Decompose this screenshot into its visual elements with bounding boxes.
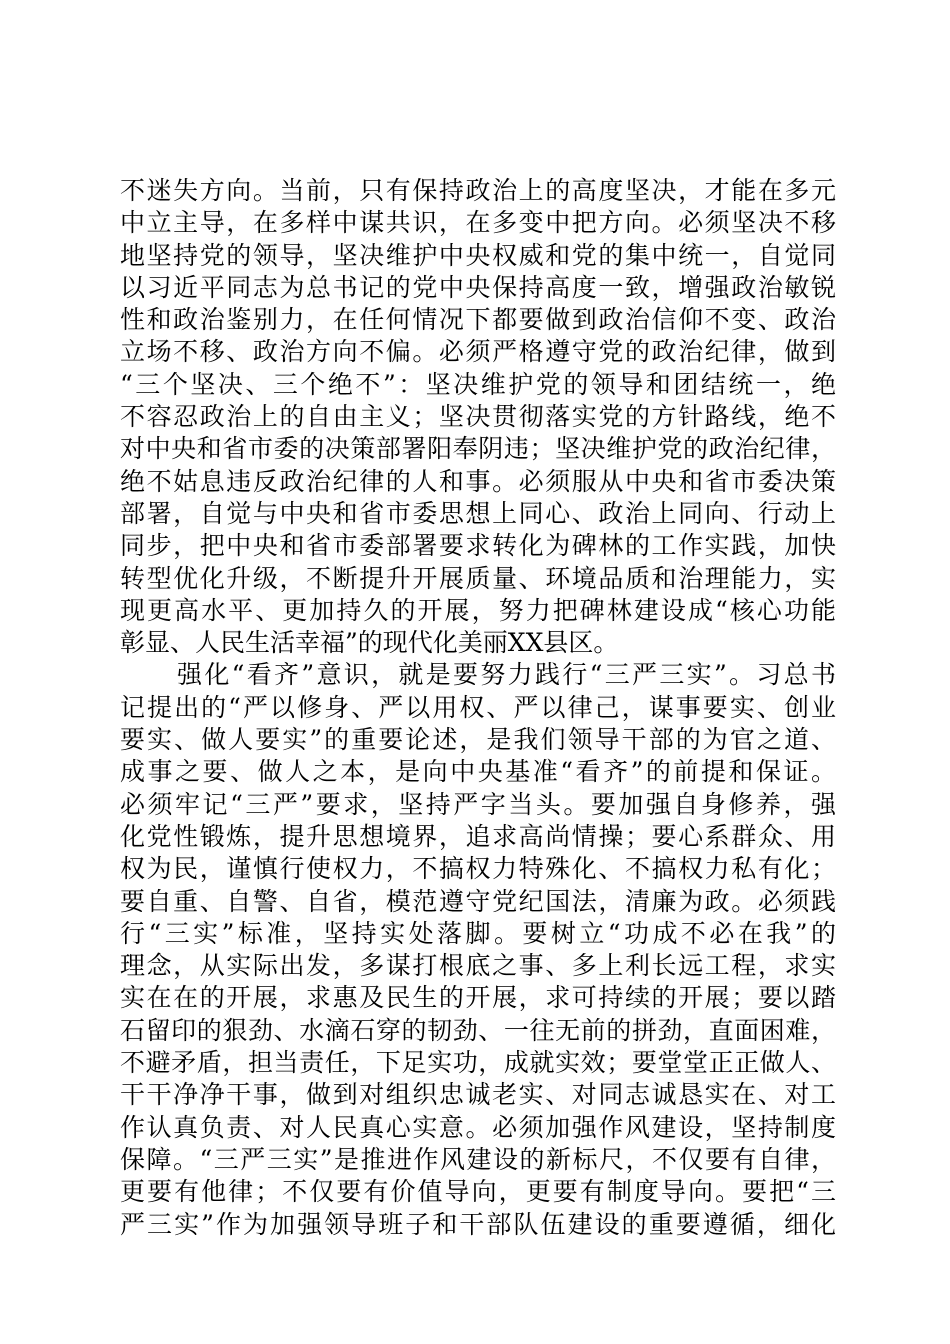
text-line: 石留印的狠劲、水滴石穿的韧劲、一往无前的拼劲，直面困难， [120, 1015, 836, 1045]
text-line: 彰显、人民生活幸福”的现代化美丽XX县区。 [120, 628, 619, 658]
text-line: 干干净净干事，做到对组织忠诚老实、对同志诚恳实在、对工 [120, 1080, 836, 1110]
text-line: 行“三实”标准，坚持实处落脚。要树立“功成不必在我”的 [120, 918, 836, 948]
text-line: 转型优化升级，不断提升开展质量、环境品质和治理能力，实 [120, 563, 836, 593]
text-line: 严三实”作为加强领导班子和干部队伍建设的重要遵循，细化 [120, 1209, 836, 1239]
text-line: “三个坚决、三个绝不”：坚决维护党的领导和团结统一，绝 [120, 369, 836, 399]
text-line: 理念，从实际出发，多谋打根底之事、多上利长远工程，求实 [120, 951, 836, 981]
text-line: 化党性锻炼，提升思想境界，追求高尚情操；要心系群众、用 [120, 821, 836, 851]
text-line: 要自重、自警、自省，模范遵守党纪国法，清廉为政。必须践 [120, 886, 836, 916]
text-line: 记提出的“严以修身、严以用权、严以律己，谋事要实、创业 [120, 692, 836, 722]
paragraph-1 [120, 175, 836, 659]
text-line: 不避矛盾，担当责任，下足实功，成就实效；要堂堂正正做人、 [120, 1048, 836, 1078]
text-line: 必须牢记“三严”要求，坚持严字当头。要加强自身修养，强 [120, 789, 836, 819]
paragraph-2 [120, 659, 836, 1240]
text-line: 现更高水平、更加持久的开展，努力把碑林建设成“核心功能 [120, 595, 836, 625]
text-line: 性和政治鉴别力，在任何情况下都要做到政治信仰不变、政治 [120, 305, 836, 335]
text-line: 权为民，谨慎行使权力，不搞权力特殊化、不搞权力私有化； [120, 854, 836, 884]
text-line: 实在在的开展，求惠及民生的开展，求可持续的开展；要以踏 [120, 983, 836, 1013]
text-line: 保障。“三严三实”是推进作风建设的新标尺，不仅要有自律， [120, 1144, 836, 1174]
text-line: 绝不姑息违反政治纪律的人和事。必须服从中央和省市委决策 [120, 466, 836, 496]
text-line: 以习近平同志为总书记的党中央保持高度一致，增强政治敏锐 [120, 272, 836, 302]
text-line: 同步，把中央和省市委部署要求转化为碑林的工作实践，加快 [120, 531, 836, 561]
text-line: 不容忍政治上的自由主义；坚决贯彻落实党的方针路线，绝不 [120, 402, 836, 432]
text-line: 部署，自觉与中央和省市委思想上同心、政治上同向、行动上 [120, 498, 836, 528]
document-body [120, 175, 836, 1241]
text-line: 作认真负责、对人民真心实意。必须加强作风建设，坚持制度 [120, 1112, 836, 1142]
text-line: 更要有他律；不仅要有价值导向，更要有制度导向。要把“三 [120, 1177, 836, 1207]
text-line: 强化“看齐”意识，就是要努力践行“三严三实”。习总书 [177, 660, 836, 690]
text-line: 地坚持党的领导，坚决维护中央权威和党的集中统一，自觉同 [120, 240, 836, 270]
text-line: 立场不移、政治方向不偏。必须严格遵守党的政治纪律，做到 [120, 337, 836, 367]
text-line: 要实、做人要实”的重要论述，是我们领导干部的为官之道、 [120, 725, 836, 755]
text-line: 中立主导，在多样中谋共识，在多变中把方向。必须坚决不移 [120, 208, 836, 238]
text-line: 对中央和省市委的决策部署阳奉阴违；坚决维护党的政治纪律， [120, 434, 836, 464]
text-line: 成事之要、做人之本，是向中央基准“看齐”的前提和保证。 [120, 757, 836, 787]
text-line: 不迷失方向。当前，只有保持政治上的高度坚决，才能在多元 [120, 176, 836, 205]
